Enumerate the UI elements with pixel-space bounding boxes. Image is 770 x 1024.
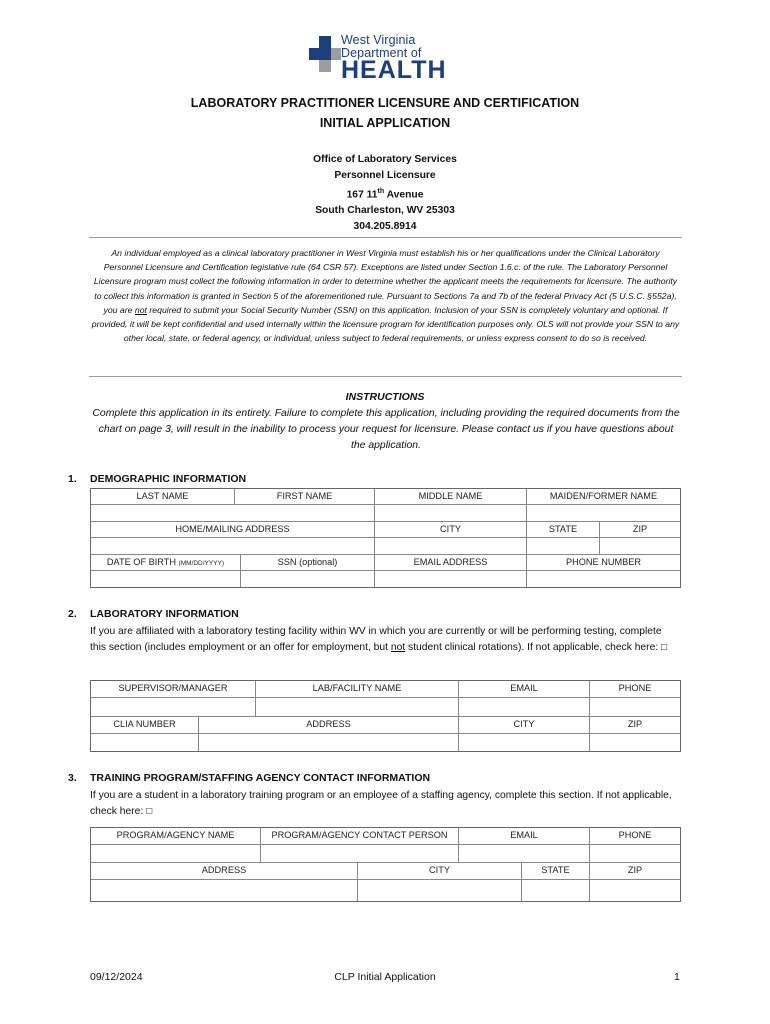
header-last-name: LAST NAME: [91, 489, 235, 505]
logo-text-health: HEALTH: [341, 56, 447, 84]
laboratory-table: [90, 680, 681, 752]
supervisor-input[interactable]: [91, 698, 256, 717]
lab-email-input[interactable]: [459, 698, 590, 717]
program-state-input[interactable]: [522, 880, 590, 901]
lab-city-input[interactable]: [459, 734, 590, 751]
program-name-input[interactable]: [91, 845, 261, 863]
header-date-of-birth: DATE OF BIRTH (MM/DD/YYYY): [91, 555, 241, 571]
program-zip-input[interactable]: [590, 880, 680, 901]
section1-title: DEMOGRAPHIC INFORMATION: [90, 473, 247, 485]
email-address-input[interactable]: [375, 571, 527, 587]
contact-person-input[interactable]: [261, 845, 459, 863]
middle-name-input[interactable]: [375, 505, 527, 522]
lab-address-input[interactable]: [199, 734, 459, 751]
header-home-address: HOME/MAILING ADDRESS: [91, 522, 375, 538]
header-ssn: SSN (optional): [241, 555, 375, 571]
office-street: 167 11th Avenue: [346, 188, 424, 201]
wv-health-logo: [309, 32, 469, 86]
program-address-input[interactable]: [91, 880, 358, 901]
header-lab-phone: PHONE: [590, 681, 680, 698]
section1-number: 1.: [68, 473, 77, 485]
footer-document-name: CLP Initial Application: [334, 971, 436, 983]
header-email-address: EMAIL ADDRESS: [375, 555, 527, 571]
divider-top: [89, 237, 682, 238]
footer-date: 09/12/2024: [90, 971, 143, 983]
header-maiden-name: MAIDEN/FORMER NAME: [527, 489, 680, 505]
header-middle-name: MIDDLE NAME: [375, 489, 527, 505]
footer-page-number: 1: [674, 971, 680, 983]
office-city: South Charleston, WV 25303: [315, 205, 455, 217]
instructions-title: INSTRUCTIONS: [345, 391, 425, 403]
header-lab-email: EMAIL: [459, 681, 590, 698]
logo-text-line2: Department of: [341, 46, 422, 60]
header-lab-zip: ZIP: [590, 717, 680, 734]
office-name: Office of Laboratory Services: [313, 154, 457, 165]
instructions-body: Complete this application in its entirety. Failure to complete this application, including providing the required documents from the chart on page 3, will result in the inability to process your request for licensure. Please contact us if you have questions about the application.: [92, 408, 680, 451]
header-supervisor: SUPERVISOR/MANAGER: [91, 681, 256, 698]
header-state: STATE: [527, 522, 600, 538]
facility-name-input[interactable]: [256, 698, 459, 717]
header-facility-name: LAB/FACILITY NAME: [256, 681, 459, 698]
header-program-email: EMAIL: [459, 828, 590, 845]
form-subtitle: INITIAL APPLICATION: [319, 116, 451, 130]
last-name-input[interactable]: [91, 505, 375, 522]
lab-phone-input[interactable]: [590, 698, 680, 717]
section2-number: 2.: [68, 608, 77, 620]
demographic-table: [90, 488, 681, 588]
header-lab-city: CITY: [459, 717, 590, 734]
ssn-input[interactable]: [241, 571, 375, 587]
medical-cross-icon: [309, 36, 341, 72]
privacy-disclaimer: An individual employed as a clinical laboratory practitioner in West Virginia must establish his or her qualifications under the Clinical Laboratory Personnel Licensure and Certification legislative rule (64 CSR 57). Exceptions are listed under Section 1.6.c. of the rule. The Laboratory Personnel Licensure program must collect the following information in order to determine whether the applicant meets the requirements for licensure. The authority to collect this information is granted in Section 5 of the aforementioned rule. Pursuant to Sections 7a and 7b of the federal Privacy Act (5 U.S.C. §552a), you are not required to submit your Social Security Number (SSN) on this application. Inclusion of your SSN is completely voluntary and optional. If provided, it will be kept confidential and used internally within the licensure program for identification purposes only. OLS will not provide your SSN to any other local, state, or federal agency, or individual, unless subject to federal requirements, or unless express consent to do so is received.: [91, 248, 680, 344]
section3-description: If you are a student in a laboratory training program or an employee of a staffing agency, complete this section. If not applicable, check here: □: [90, 790, 672, 817]
training-program-table: [90, 827, 681, 902]
section3-title: TRAINING PROGRAM/STAFFING AGENCY CONTACT INFORMATION: [90, 772, 431, 784]
state-input[interactable]: [527, 538, 600, 555]
section3-number: 3.: [68, 772, 77, 784]
office-address-block: [0, 152, 770, 235]
zip-input[interactable]: [600, 538, 680, 555]
logo-text-line1: West Virginia: [341, 33, 416, 47]
date-of-birth-input[interactable]: [91, 571, 241, 587]
header-zip: ZIP: [600, 522, 680, 538]
form-title: LABORATORY PRACTITIONER LICENSURE AND CERTIFICATION: [190, 96, 580, 110]
header-program-state: STATE: [522, 863, 590, 880]
office-phone: 304.205.8914: [353, 221, 417, 233]
program-phone-input[interactable]: [590, 845, 680, 863]
program-email-input[interactable]: [459, 845, 590, 863]
clia-number-input[interactable]: [91, 734, 199, 751]
section2-title: LABORATORY INFORMATION: [90, 608, 239, 620]
header-lab-address: ADDRESS: [199, 717, 459, 734]
header-contact-person: PROGRAM/AGENCY CONTACT PERSON: [261, 828, 459, 845]
program-city-input[interactable]: [358, 880, 522, 901]
header-program-zip: ZIP: [590, 863, 680, 880]
header-phone-number: PHONE NUMBER: [527, 555, 680, 571]
section2-description: If you are affiliated with a laboratory testing facility within WV in which you are currently or will be performing testing, complete this section (includes employment or an offer for employment, but not student clinical rotations). If not applicable, check here: □: [90, 626, 668, 653]
phone-number-input[interactable]: [527, 571, 680, 587]
header-city: CITY: [375, 522, 527, 538]
lab-zip-input[interactable]: [590, 734, 680, 751]
divider-bottom: [89, 376, 682, 377]
city-input[interactable]: [375, 538, 527, 555]
header-program-address: ADDRESS: [91, 863, 358, 880]
header-program-phone: PHONE: [590, 828, 680, 845]
maiden-name-input[interactable]: [527, 505, 680, 522]
office-unit: Personnel Licensure: [334, 170, 436, 181]
header-first-name: FIRST NAME: [235, 489, 375, 505]
header-clia-number: CLIA NUMBER: [91, 717, 199, 734]
header-program-city: CITY: [358, 863, 522, 880]
home-address-input[interactable]: [91, 538, 375, 555]
header-program-name: PROGRAM/AGENCY NAME: [91, 828, 261, 845]
